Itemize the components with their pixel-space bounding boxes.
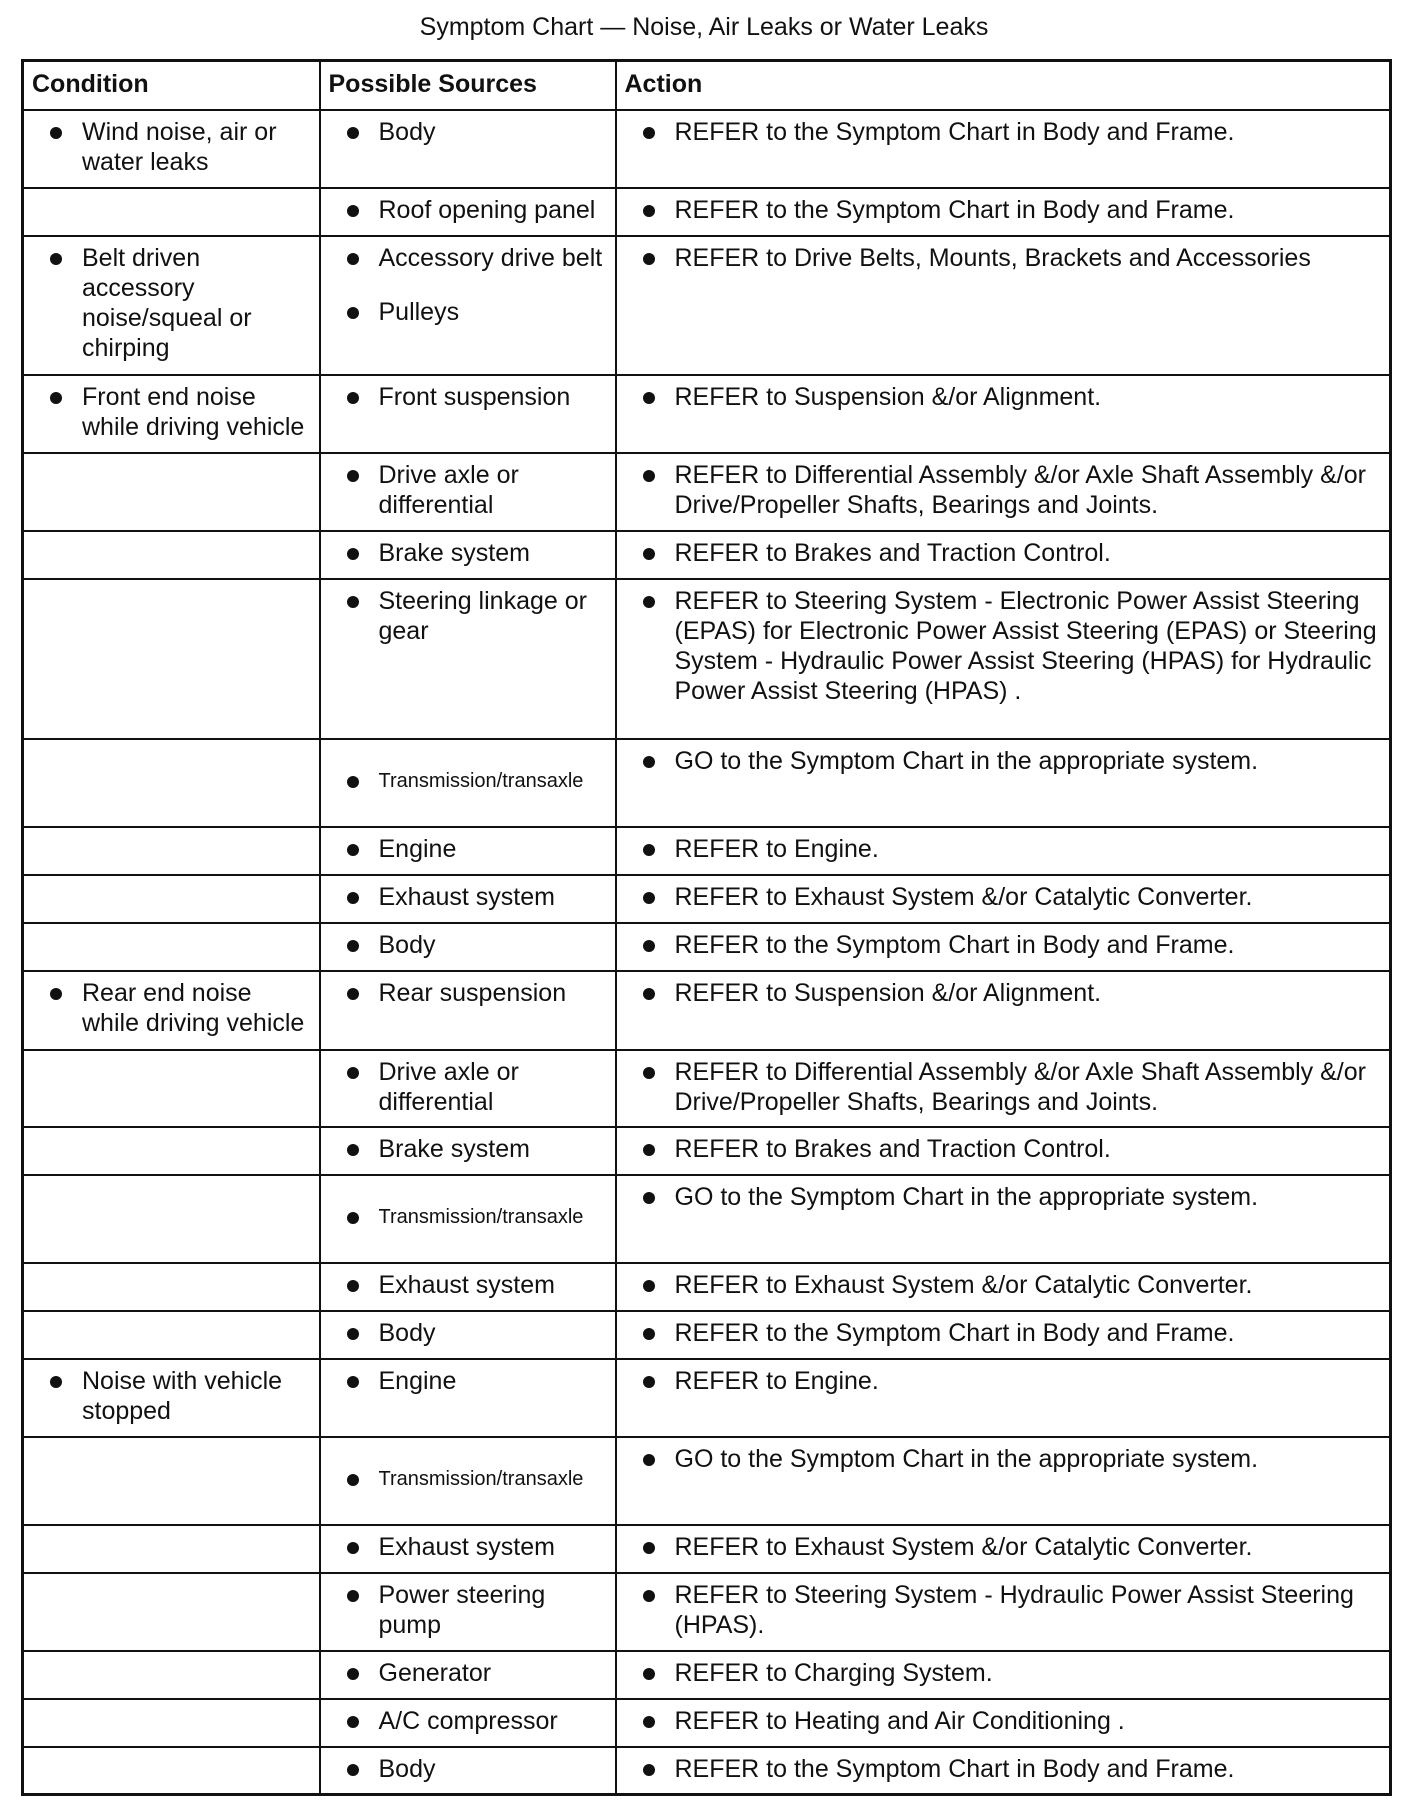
table-header-row: [23, 61, 1391, 110]
table-row: [23, 1651, 1391, 1699]
table-row: [23, 1525, 1391, 1573]
bullet-icon: [643, 1542, 655, 1554]
condition-cell: [23, 1437, 320, 1525]
possible-source-cell: [320, 923, 616, 971]
action-text: REFER to the Symptom Chart in Body and Frame.: [674, 930, 1235, 959]
table-row: [23, 1699, 1391, 1747]
possible-source-cell: [320, 453, 616, 531]
action-text: REFER to Suspension &/or Alignment.: [674, 978, 1102, 1007]
action-text: GO to the Symptom Chart in the appropriate system.: [674, 1182, 1259, 1211]
bullet-icon: [643, 1590, 655, 1602]
bullet-icon: [643, 1764, 655, 1776]
action-text: REFER to Brakes and Traction Control.: [674, 1134, 1111, 1163]
condition-cell: [23, 453, 320, 531]
table-row: [23, 531, 1391, 579]
action-text: REFER to Differential Assembly &/or Axle Shaft Assembly &/or Drive/Propeller Shafts, Bearings and Joints.: [674, 460, 1366, 519]
action-text: REFER to Brakes and Traction Control.: [674, 538, 1111, 567]
bullet-icon: [347, 253, 359, 265]
action-text: REFER to Steering System - Hydraulic Power Assist Steering (HPAS).: [674, 1580, 1354, 1639]
condition-cell: [23, 971, 320, 1050]
possible-source-cell: [320, 875, 616, 923]
source-text: Front suspension: [378, 382, 571, 411]
bullet-icon: [347, 307, 359, 319]
action-text: REFER to the Symptom Chart in Body and Frame.: [674, 117, 1235, 146]
bullet-icon: [50, 988, 62, 1000]
possible-source-cell: [320, 827, 616, 875]
condition-cell: [23, 1175, 320, 1263]
bullet-icon: [643, 1328, 655, 1340]
condition-cell: [23, 1699, 320, 1747]
action-cell: [616, 827, 1391, 875]
source-text: Brake system: [378, 1134, 530, 1163]
table-row: [23, 1573, 1391, 1651]
source-text: Exhaust system: [378, 882, 555, 911]
possible-source-cell: [320, 1651, 616, 1699]
possible-source-cell: [320, 1175, 616, 1263]
source-text: Accessory drive belt: [378, 243, 603, 272]
action-cell: [616, 236, 1391, 375]
bullet-icon: [643, 127, 655, 139]
action-cell: [616, 971, 1391, 1050]
bullet-icon: [347, 392, 359, 404]
bullet-icon: [643, 940, 655, 952]
bullet-icon: [347, 205, 359, 217]
source-text: Body: [378, 1754, 436, 1783]
bullet-icon: [347, 1764, 359, 1776]
action-cell: [616, 1699, 1391, 1747]
action-cell: [616, 375, 1391, 453]
bullet-icon: [347, 892, 359, 904]
source-text: Roof opening panel: [378, 195, 596, 224]
source-text: Power steering pump: [378, 1580, 546, 1639]
table-row: [23, 875, 1391, 923]
table-row: [23, 1437, 1391, 1525]
condition-cell: [23, 827, 320, 875]
action-text: REFER to Drive Belts, Mounts, Brackets and Accessories: [674, 243, 1311, 272]
bullet-icon: [347, 548, 359, 560]
bullet-icon: [643, 988, 655, 1000]
bullet-icon: [643, 844, 655, 856]
table-body: [23, 110, 1391, 1795]
bullet-icon: [347, 940, 359, 952]
action-text: REFER to the Symptom Chart in Body and Frame.: [674, 1318, 1235, 1347]
action-text: REFER to Exhaust System &/or Catalytic Converter.: [674, 1270, 1253, 1299]
action-text: REFER to Heating and Air Conditioning .: [674, 1706, 1125, 1735]
bullet-icon: [50, 253, 62, 265]
action-cell: [616, 1050, 1391, 1127]
source-text: A/C compressor: [378, 1706, 558, 1735]
table-row: [23, 1359, 1391, 1437]
source-text: Transmission/transaxle: [378, 1205, 584, 1228]
bullet-icon: [643, 1454, 655, 1466]
bullet-icon: [347, 844, 359, 856]
condition-cell: [23, 579, 320, 739]
table-row: [23, 1175, 1391, 1263]
source-text: Body: [378, 117, 436, 146]
table-row: [23, 739, 1391, 827]
source-text: Rear suspension: [378, 978, 567, 1007]
bullet-icon: [347, 1144, 359, 1156]
column-header-possible-sources: Possible Sources: [320, 61, 616, 110]
bullet-icon: [347, 988, 359, 1000]
bullet-icon: [643, 1668, 655, 1680]
condition-cell: [23, 1359, 320, 1437]
bullet-icon: [643, 205, 655, 217]
condition-cell: [23, 875, 320, 923]
possible-source-cell: [320, 236, 616, 375]
possible-source-cell: [320, 1747, 616, 1795]
condition-cell: [23, 1747, 320, 1795]
action-text: GO to the Symptom Chart in the appropriate system.: [674, 1444, 1259, 1473]
table-row: [23, 579, 1391, 739]
possible-source-cell: [320, 1525, 616, 1573]
table-row: [23, 1127, 1391, 1175]
bullet-icon: [643, 1376, 655, 1388]
bullet-icon: [643, 253, 655, 265]
action-cell: [616, 1651, 1391, 1699]
action-text: REFER to Engine.: [674, 1366, 879, 1395]
bullet-icon: [643, 756, 655, 768]
possible-source-cell: [320, 1050, 616, 1127]
action-cell: [616, 1311, 1391, 1359]
action-cell: [616, 875, 1391, 923]
condition-cell: [23, 531, 320, 579]
action-text: REFER to the Symptom Chart in Body and Frame.: [674, 195, 1235, 224]
possible-source-cell: [320, 739, 616, 827]
action-cell: [616, 1573, 1391, 1651]
condition-text: Noise with vehicle stopped: [82, 1366, 283, 1425]
source-text: Transmission/transaxle: [378, 1467, 584, 1490]
bullet-icon: [347, 776, 359, 788]
action-cell: [616, 531, 1391, 579]
symptom-chart-table: [21, 59, 1392, 1796]
bullet-icon: [643, 1067, 655, 1079]
bullet-icon: [347, 596, 359, 608]
column-header-condition: Condition: [23, 61, 320, 110]
bullet-icon: [347, 1668, 359, 1680]
bullet-icon: [347, 1212, 359, 1224]
bullet-icon: [347, 1328, 359, 1340]
page-title: Symptom Chart — Noise, Air Leaks or Water Leaks: [419, 13, 989, 41]
source-text: Exhaust system: [378, 1270, 555, 1299]
bullet-icon: [643, 470, 655, 482]
bullet-icon: [50, 392, 62, 404]
bullet-icon: [643, 892, 655, 904]
table-row: [23, 453, 1391, 531]
condition-cell: [23, 739, 320, 827]
action-cell: [616, 1747, 1391, 1795]
bullet-icon: [643, 392, 655, 404]
action-cell: [616, 1263, 1391, 1311]
source-text: Drive axle or differential: [378, 460, 519, 519]
possible-source-cell: [320, 1699, 616, 1747]
table-row: [23, 188, 1391, 236]
condition-cell: [23, 236, 320, 375]
bullet-icon: [643, 1716, 655, 1728]
condition-cell: [23, 923, 320, 971]
action-text: REFER to Charging System.: [674, 1658, 993, 1687]
condition-text: Front end noise while driving vehicle: [82, 382, 305, 441]
bullet-icon: [347, 1067, 359, 1079]
bullet-icon: [643, 596, 655, 608]
bullet-icon: [643, 548, 655, 560]
condition-cell: [23, 188, 320, 236]
bullet-icon: [347, 1590, 359, 1602]
bullet-icon: [347, 1542, 359, 1554]
bullet-icon: [347, 1716, 359, 1728]
action-cell: [616, 739, 1391, 827]
condition-cell: [23, 1525, 320, 1573]
action-cell: [616, 188, 1391, 236]
source-text: Engine: [378, 1366, 457, 1395]
condition-cell: [23, 1311, 320, 1359]
action-cell: [616, 453, 1391, 531]
action-cell: [616, 1127, 1391, 1175]
bullet-icon: [347, 127, 359, 139]
bullet-icon: [347, 1280, 359, 1292]
source-text: Generator: [378, 1658, 492, 1687]
bullet-icon: [50, 127, 62, 139]
condition-text: Belt driven accessory noise/squeal or chirping: [82, 243, 252, 362]
possible-source-cell: [320, 531, 616, 579]
source-text: Pulleys: [378, 297, 460, 326]
possible-source-cell: [320, 1573, 616, 1651]
source-text: Transmission/transaxle: [378, 769, 584, 792]
action-cell: [616, 923, 1391, 971]
action-text: GO to the Symptom Chart in the appropriate system.: [674, 746, 1259, 775]
possible-source-cell: [320, 188, 616, 236]
action-cell: [616, 1437, 1391, 1525]
bullet-icon: [643, 1192, 655, 1204]
table-row: [23, 923, 1391, 971]
source-text: Body: [378, 1318, 436, 1347]
source-text: Drive axle or differential: [378, 1057, 519, 1116]
condition-cell: [23, 1050, 320, 1127]
condition-text: Rear end noise while driving vehicle: [82, 978, 305, 1037]
table-row: [23, 1747, 1391, 1795]
condition-cell: [23, 375, 320, 453]
table-row: [23, 1311, 1391, 1359]
condition-cell: [23, 1573, 320, 1651]
action-text: REFER to Steering System - Electronic Power Assist Steering (EPAS) for Electronic Power Assist Steering (EPAS) or Steering System - Hydraulic Power Assist Steering (HPAS) for Hydraulic Power Assist Steering (HPAS) .: [674, 586, 1377, 705]
bullet-icon: [347, 470, 359, 482]
table-row: [23, 236, 1391, 375]
possible-source-cell: [320, 1263, 616, 1311]
source-text: Engine: [378, 834, 457, 863]
table-row: [23, 375, 1391, 453]
source-text: Exhaust system: [378, 1532, 555, 1561]
source-text: Steering linkage or gear: [378, 586, 587, 645]
column-header-action: Action: [616, 61, 1391, 110]
possible-source-cell: [320, 1359, 616, 1437]
action-cell: [616, 110, 1391, 188]
action-text: REFER to the Symptom Chart in Body and Frame.: [674, 1754, 1235, 1783]
table-row: [23, 110, 1391, 188]
action-cell: [616, 1175, 1391, 1263]
action-cell: [616, 1359, 1391, 1437]
possible-source-cell: [320, 1127, 616, 1175]
bullet-icon: [643, 1280, 655, 1292]
action-text: REFER to Suspension &/or Alignment.: [674, 382, 1102, 411]
action-text: REFER to Differential Assembly &/or Axle Shaft Assembly &/or Drive/Propeller Shafts, Bearings and Joints.: [674, 1057, 1366, 1116]
possible-source-cell: [320, 110, 616, 188]
possible-source-cell: [320, 375, 616, 453]
possible-source-cell: [320, 1437, 616, 1525]
source-text: Body: [378, 930, 436, 959]
condition-cell: [23, 1127, 320, 1175]
bullet-icon: [347, 1376, 359, 1388]
table-row: [23, 1050, 1391, 1127]
source-text: Brake system: [378, 538, 530, 567]
bullet-icon: [50, 1376, 62, 1388]
table-row: [23, 971, 1391, 1050]
table-row: [23, 1263, 1391, 1311]
possible-source-cell: [320, 971, 616, 1050]
condition-cell: [23, 1651, 320, 1699]
condition-cell: [23, 110, 320, 188]
action-text: REFER to Exhaust System &/or Catalytic Converter.: [674, 882, 1253, 911]
bullet-icon: [643, 1144, 655, 1156]
possible-source-cell: [320, 579, 616, 739]
action-text: REFER to Exhaust System &/or Catalytic Converter.: [674, 1532, 1253, 1561]
condition-cell: [23, 1263, 320, 1311]
action-cell: [616, 579, 1391, 739]
action-text: REFER to Engine.: [674, 834, 879, 863]
table-row: [23, 827, 1391, 875]
condition-text: Wind noise, air or water leaks: [82, 117, 277, 176]
possible-source-cell: [320, 1311, 616, 1359]
bullet-icon: [347, 1474, 359, 1486]
action-cell: [616, 1525, 1391, 1573]
